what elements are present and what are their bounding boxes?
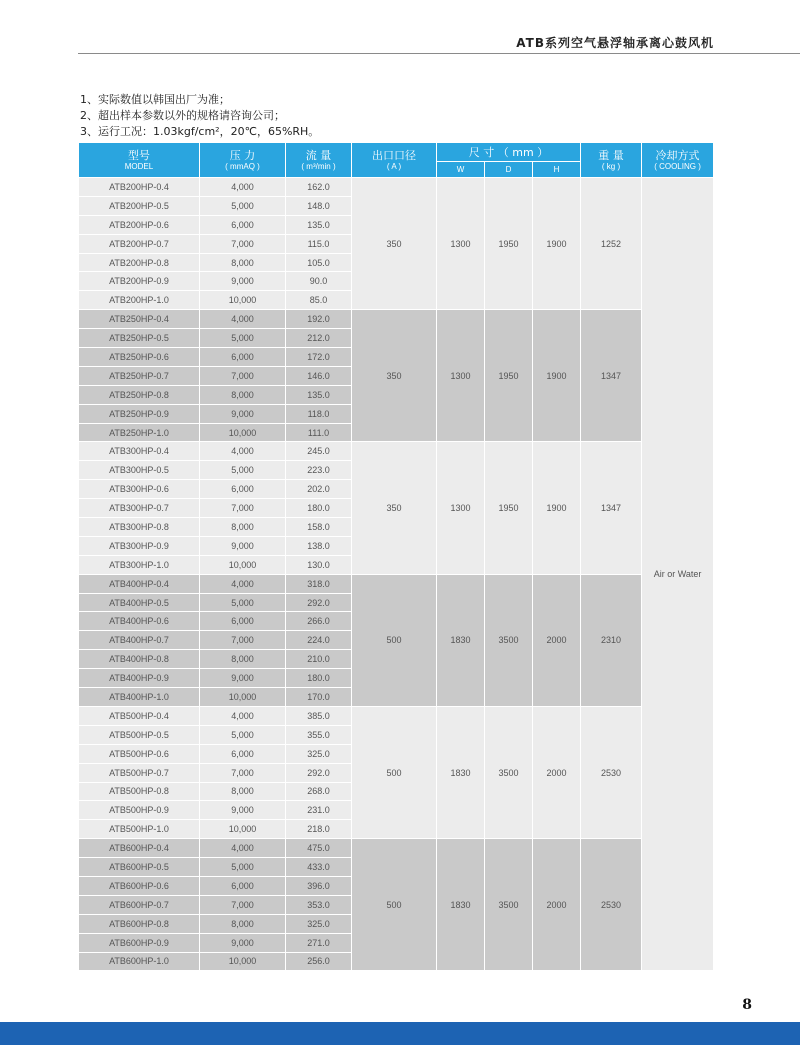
depth-cell: 1950 bbox=[485, 442, 533, 574]
col-header-dimensions bbox=[437, 143, 581, 162]
weight-cell: 2530 bbox=[581, 839, 642, 971]
model-cell: ATB400HP-0.5 bbox=[79, 593, 200, 612]
model-cell: ATB300HP-0.6 bbox=[79, 480, 200, 499]
flow-cell: 271.0 bbox=[286, 933, 352, 952]
table-row bbox=[79, 706, 714, 725]
pressure-cell: 10,000 bbox=[200, 291, 286, 310]
footer-bar bbox=[0, 1022, 800, 1045]
outlet-header-label: 出口口径 bbox=[372, 148, 416, 162]
flow-cell: 292.0 bbox=[286, 763, 352, 782]
header-divider bbox=[78, 53, 800, 54]
depth-cell: 3500 bbox=[485, 839, 533, 971]
flow-cell: 180.0 bbox=[286, 499, 352, 518]
width-cell: 1300 bbox=[437, 310, 485, 442]
pressure-cell: 8,000 bbox=[200, 253, 286, 272]
pressure-cell: 6,000 bbox=[200, 348, 286, 367]
model-cell: ATB400HP-0.4 bbox=[79, 574, 200, 593]
model-cell: ATB500HP-1.0 bbox=[79, 820, 200, 839]
flow-cell: 433.0 bbox=[286, 858, 352, 877]
weight-cell: 2530 bbox=[581, 706, 642, 838]
col-header-flow bbox=[286, 143, 352, 178]
model-header-label: 型号 bbox=[128, 148, 150, 162]
pressure-cell: 6,000 bbox=[200, 612, 286, 631]
flow-cell: 256.0 bbox=[286, 952, 352, 971]
height-cell: 1900 bbox=[533, 178, 581, 310]
pressure-cell: 7,000 bbox=[200, 631, 286, 650]
model-cell: ATB250HP-0.5 bbox=[79, 329, 200, 348]
pressure-header-label: 压 力 bbox=[229, 148, 256, 162]
model-cell: ATB300HP-0.5 bbox=[79, 461, 200, 480]
flow-cell: 475.0 bbox=[286, 839, 352, 858]
pressure-cell: 5,000 bbox=[200, 461, 286, 480]
model-cell: ATB600HP-1.0 bbox=[79, 952, 200, 971]
model-cell: ATB200HP-0.7 bbox=[79, 234, 200, 253]
height-cell: 2000 bbox=[533, 574, 581, 706]
height-cell: 2000 bbox=[533, 839, 581, 971]
model-cell: ATB500HP-0.4 bbox=[79, 706, 200, 725]
model-cell: ATB250HP-0.4 bbox=[79, 310, 200, 329]
flow-header-label: 流 量 bbox=[305, 148, 332, 162]
height-cell: 2000 bbox=[533, 706, 581, 838]
flow-cell: 224.0 bbox=[286, 631, 352, 650]
pressure-cell: 5,000 bbox=[200, 329, 286, 348]
model-cell: ATB500HP-0.7 bbox=[79, 763, 200, 782]
model-cell: ATB500HP-0.6 bbox=[79, 744, 200, 763]
pressure-cell: 4,000 bbox=[200, 706, 286, 725]
pressure-cell: 8,000 bbox=[200, 385, 286, 404]
flow-cell: 266.0 bbox=[286, 612, 352, 631]
flow-cell: 355.0 bbox=[286, 725, 352, 744]
cooling-header-label: 冷却方式 bbox=[655, 148, 700, 162]
col-header-pressure bbox=[200, 143, 286, 178]
flow-cell: 245.0 bbox=[286, 442, 352, 461]
flow-cell: 138.0 bbox=[286, 536, 352, 555]
cooling-header-sub: ( COOLING ) bbox=[654, 161, 701, 171]
pressure-cell: 8,000 bbox=[200, 650, 286, 669]
model-cell: ATB500HP-0.5 bbox=[79, 725, 200, 744]
model-cell: ATB250HP-0.6 bbox=[79, 348, 200, 367]
flow-cell: 148.0 bbox=[286, 196, 352, 215]
flow-cell: 170.0 bbox=[286, 688, 352, 707]
flow-cell: 268.0 bbox=[286, 782, 352, 801]
flow-cell: 325.0 bbox=[286, 744, 352, 763]
pressure-cell: 9,000 bbox=[200, 536, 286, 555]
flow-cell: 218.0 bbox=[286, 820, 352, 839]
page-number: 8 bbox=[742, 997, 752, 1013]
outlet-cell: 350 bbox=[352, 178, 437, 310]
pressure-cell: 4,000 bbox=[200, 310, 286, 329]
flow-cell: 210.0 bbox=[286, 650, 352, 669]
width-cell: 1830 bbox=[437, 839, 485, 971]
pressure-cell: 7,000 bbox=[200, 763, 286, 782]
pressure-cell: 7,000 bbox=[200, 366, 286, 385]
flow-cell: 353.0 bbox=[286, 895, 352, 914]
outlet-header-sub: ( A ) bbox=[386, 161, 402, 171]
table-row bbox=[79, 178, 714, 197]
model-cell: ATB400HP-0.8 bbox=[79, 650, 200, 669]
flow-cell: 202.0 bbox=[286, 480, 352, 499]
weight-header-sub: ( kg ) bbox=[601, 161, 621, 171]
model-cell: ATB250HP-0.9 bbox=[79, 404, 200, 423]
outlet-cell: 500 bbox=[352, 706, 437, 838]
flow-cell: 130.0 bbox=[286, 555, 352, 574]
model-cell: ATB600HP-0.5 bbox=[79, 858, 200, 877]
flow-cell: 118.0 bbox=[286, 404, 352, 423]
pressure-cell: 10,000 bbox=[200, 688, 286, 707]
height-cell: 1900 bbox=[533, 310, 581, 442]
col-header-d: D bbox=[485, 162, 533, 178]
model-cell: ATB400HP-1.0 bbox=[79, 688, 200, 707]
outlet-cell: 500 bbox=[352, 574, 437, 706]
model-cell: ATB200HP-0.6 bbox=[79, 215, 200, 234]
width-cell: 1830 bbox=[437, 706, 485, 838]
model-cell: ATB300HP-1.0 bbox=[79, 555, 200, 574]
flow-cell: 231.0 bbox=[286, 801, 352, 820]
model-cell: ATB200HP-1.0 bbox=[79, 291, 200, 310]
pressure-cell: 8,000 bbox=[200, 518, 286, 537]
pressure-cell: 5,000 bbox=[200, 593, 286, 612]
model-cell: ATB200HP-0.5 bbox=[79, 196, 200, 215]
col-header-cooling bbox=[642, 143, 714, 178]
col-header-weight bbox=[581, 143, 642, 178]
weight-cell: 1347 bbox=[581, 442, 642, 574]
pressure-header-sub: ( mmAQ ) bbox=[225, 161, 260, 171]
pressure-cell: 9,000 bbox=[200, 801, 286, 820]
pressure-cell: 4,000 bbox=[200, 178, 286, 197]
pressure-cell: 9,000 bbox=[200, 272, 286, 291]
weight-cell: 2310 bbox=[581, 574, 642, 706]
flow-cell: 90.0 bbox=[286, 272, 352, 291]
flow-cell: 158.0 bbox=[286, 518, 352, 537]
depth-cell: 3500 bbox=[485, 574, 533, 706]
header-row bbox=[79, 143, 714, 162]
table-row bbox=[79, 574, 714, 593]
flow-cell: 180.0 bbox=[286, 669, 352, 688]
pressure-cell: 4,000 bbox=[200, 839, 286, 858]
model-cell: ATB300HP-0.8 bbox=[79, 518, 200, 537]
flow-cell: 385.0 bbox=[286, 706, 352, 725]
model-cell: ATB400HP-0.9 bbox=[79, 669, 200, 688]
pressure-cell: 4,000 bbox=[200, 442, 286, 461]
outlet-cell: 350 bbox=[352, 310, 437, 442]
pressure-cell: 8,000 bbox=[200, 782, 286, 801]
pressure-cell: 10,000 bbox=[200, 423, 286, 442]
pressure-cell: 10,000 bbox=[200, 820, 286, 839]
notes bbox=[80, 92, 319, 140]
col-header-model bbox=[79, 143, 200, 178]
flow-cell: 135.0 bbox=[286, 385, 352, 404]
pressure-cell: 6,000 bbox=[200, 215, 286, 234]
flow-cell: 396.0 bbox=[286, 876, 352, 895]
model-cell: ATB500HP-0.8 bbox=[79, 782, 200, 801]
pressure-cell: 9,000 bbox=[200, 933, 286, 952]
flow-cell: 162.0 bbox=[286, 178, 352, 197]
pressure-cell: 10,000 bbox=[200, 952, 286, 971]
flow-cell: 135.0 bbox=[286, 215, 352, 234]
height-cell: 1900 bbox=[533, 442, 581, 574]
weight-header-label: 重 量 bbox=[598, 148, 624, 162]
table-row bbox=[79, 442, 714, 461]
flow-cell: 212.0 bbox=[286, 329, 352, 348]
flow-cell: 292.0 bbox=[286, 593, 352, 612]
weight-cell: 1252 bbox=[581, 178, 642, 310]
flow-header-sub: ( m³/min ) bbox=[301, 161, 336, 171]
flow-cell: 192.0 bbox=[286, 310, 352, 329]
model-cell: ATB300HP-0.7 bbox=[79, 499, 200, 518]
pressure-cell: 6,000 bbox=[200, 876, 286, 895]
pressure-cell: 10,000 bbox=[200, 555, 286, 574]
pressure-cell: 7,000 bbox=[200, 895, 286, 914]
width-cell: 1300 bbox=[437, 178, 485, 310]
flow-cell: 146.0 bbox=[286, 366, 352, 385]
col-header-w: W bbox=[437, 162, 485, 178]
header-title: ATB系列空气悬浮轴承离心鼓风机 bbox=[516, 36, 714, 50]
model-cell: ATB600HP-0.4 bbox=[79, 839, 200, 858]
outlet-cell: 500 bbox=[352, 839, 437, 971]
model-cell: ATB200HP-0.9 bbox=[79, 272, 200, 291]
width-cell: 1300 bbox=[437, 442, 485, 574]
depth-cell: 1950 bbox=[485, 178, 533, 310]
note-3: 3、运行工况：1.03kgf/cm²，20℃，65%RH。 bbox=[80, 125, 320, 138]
dimensions-header-label: 尺 寸 （ mm ） bbox=[468, 145, 549, 159]
pressure-cell: 5,000 bbox=[200, 858, 286, 877]
pressure-cell: 9,000 bbox=[200, 404, 286, 423]
pressure-cell: 6,000 bbox=[200, 480, 286, 499]
pressure-cell: 4,000 bbox=[200, 574, 286, 593]
model-cell: ATB600HP-0.9 bbox=[79, 933, 200, 952]
flow-cell: 325.0 bbox=[286, 914, 352, 933]
model-cell: ATB250HP-0.8 bbox=[79, 385, 200, 404]
flow-cell: 115.0 bbox=[286, 234, 352, 253]
note-2: 2、超出样本参数以外的规格请咨询公司； bbox=[80, 109, 285, 122]
pressure-cell: 7,000 bbox=[200, 499, 286, 518]
pressure-cell: 5,000 bbox=[200, 196, 286, 215]
flow-cell: 111.0 bbox=[286, 423, 352, 442]
model-cell: ATB400HP-0.6 bbox=[79, 612, 200, 631]
depth-cell: 1950 bbox=[485, 310, 533, 442]
model-cell: ATB200HP-0.8 bbox=[79, 253, 200, 272]
model-header-sub: MODEL bbox=[124, 161, 154, 171]
col-header-outlet bbox=[352, 143, 437, 178]
width-cell: 1830 bbox=[437, 574, 485, 706]
flow-cell: 172.0 bbox=[286, 348, 352, 367]
pressure-cell: 6,000 bbox=[200, 744, 286, 763]
model-cell: ATB600HP-0.6 bbox=[79, 876, 200, 895]
pressure-cell: 5,000 bbox=[200, 725, 286, 744]
outlet-cell: 350 bbox=[352, 442, 437, 574]
pressure-cell: 9,000 bbox=[200, 669, 286, 688]
flow-cell: 105.0 bbox=[286, 253, 352, 272]
pressure-cell: 8,000 bbox=[200, 914, 286, 933]
model-cell: ATB600HP-0.8 bbox=[79, 914, 200, 933]
flow-cell: 85.0 bbox=[286, 291, 352, 310]
depth-cell: 3500 bbox=[485, 706, 533, 838]
model-cell: ATB300HP-0.9 bbox=[79, 536, 200, 555]
model-cell: ATB400HP-0.7 bbox=[79, 631, 200, 650]
table-row bbox=[79, 839, 714, 858]
model-cell: ATB200HP-0.4 bbox=[79, 178, 200, 197]
note-1: 1、实际数值以韩国出厂为准； bbox=[80, 93, 230, 106]
col-header-h: H bbox=[533, 162, 581, 178]
model-cell: ATB500HP-0.9 bbox=[79, 801, 200, 820]
model-cell: ATB250HP-0.7 bbox=[79, 366, 200, 385]
table-row bbox=[79, 310, 714, 329]
model-cell: ATB300HP-0.4 bbox=[79, 442, 200, 461]
pressure-cell: 7,000 bbox=[200, 234, 286, 253]
cooling-cell: Air or Water bbox=[642, 178, 714, 971]
model-cell: ATB250HP-1.0 bbox=[79, 423, 200, 442]
weight-cell: 1347 bbox=[581, 310, 642, 442]
flow-cell: 318.0 bbox=[286, 574, 352, 593]
spec-table bbox=[78, 142, 714, 971]
spec-table-body bbox=[79, 178, 714, 971]
model-cell: ATB600HP-0.7 bbox=[79, 895, 200, 914]
flow-cell: 223.0 bbox=[286, 461, 352, 480]
